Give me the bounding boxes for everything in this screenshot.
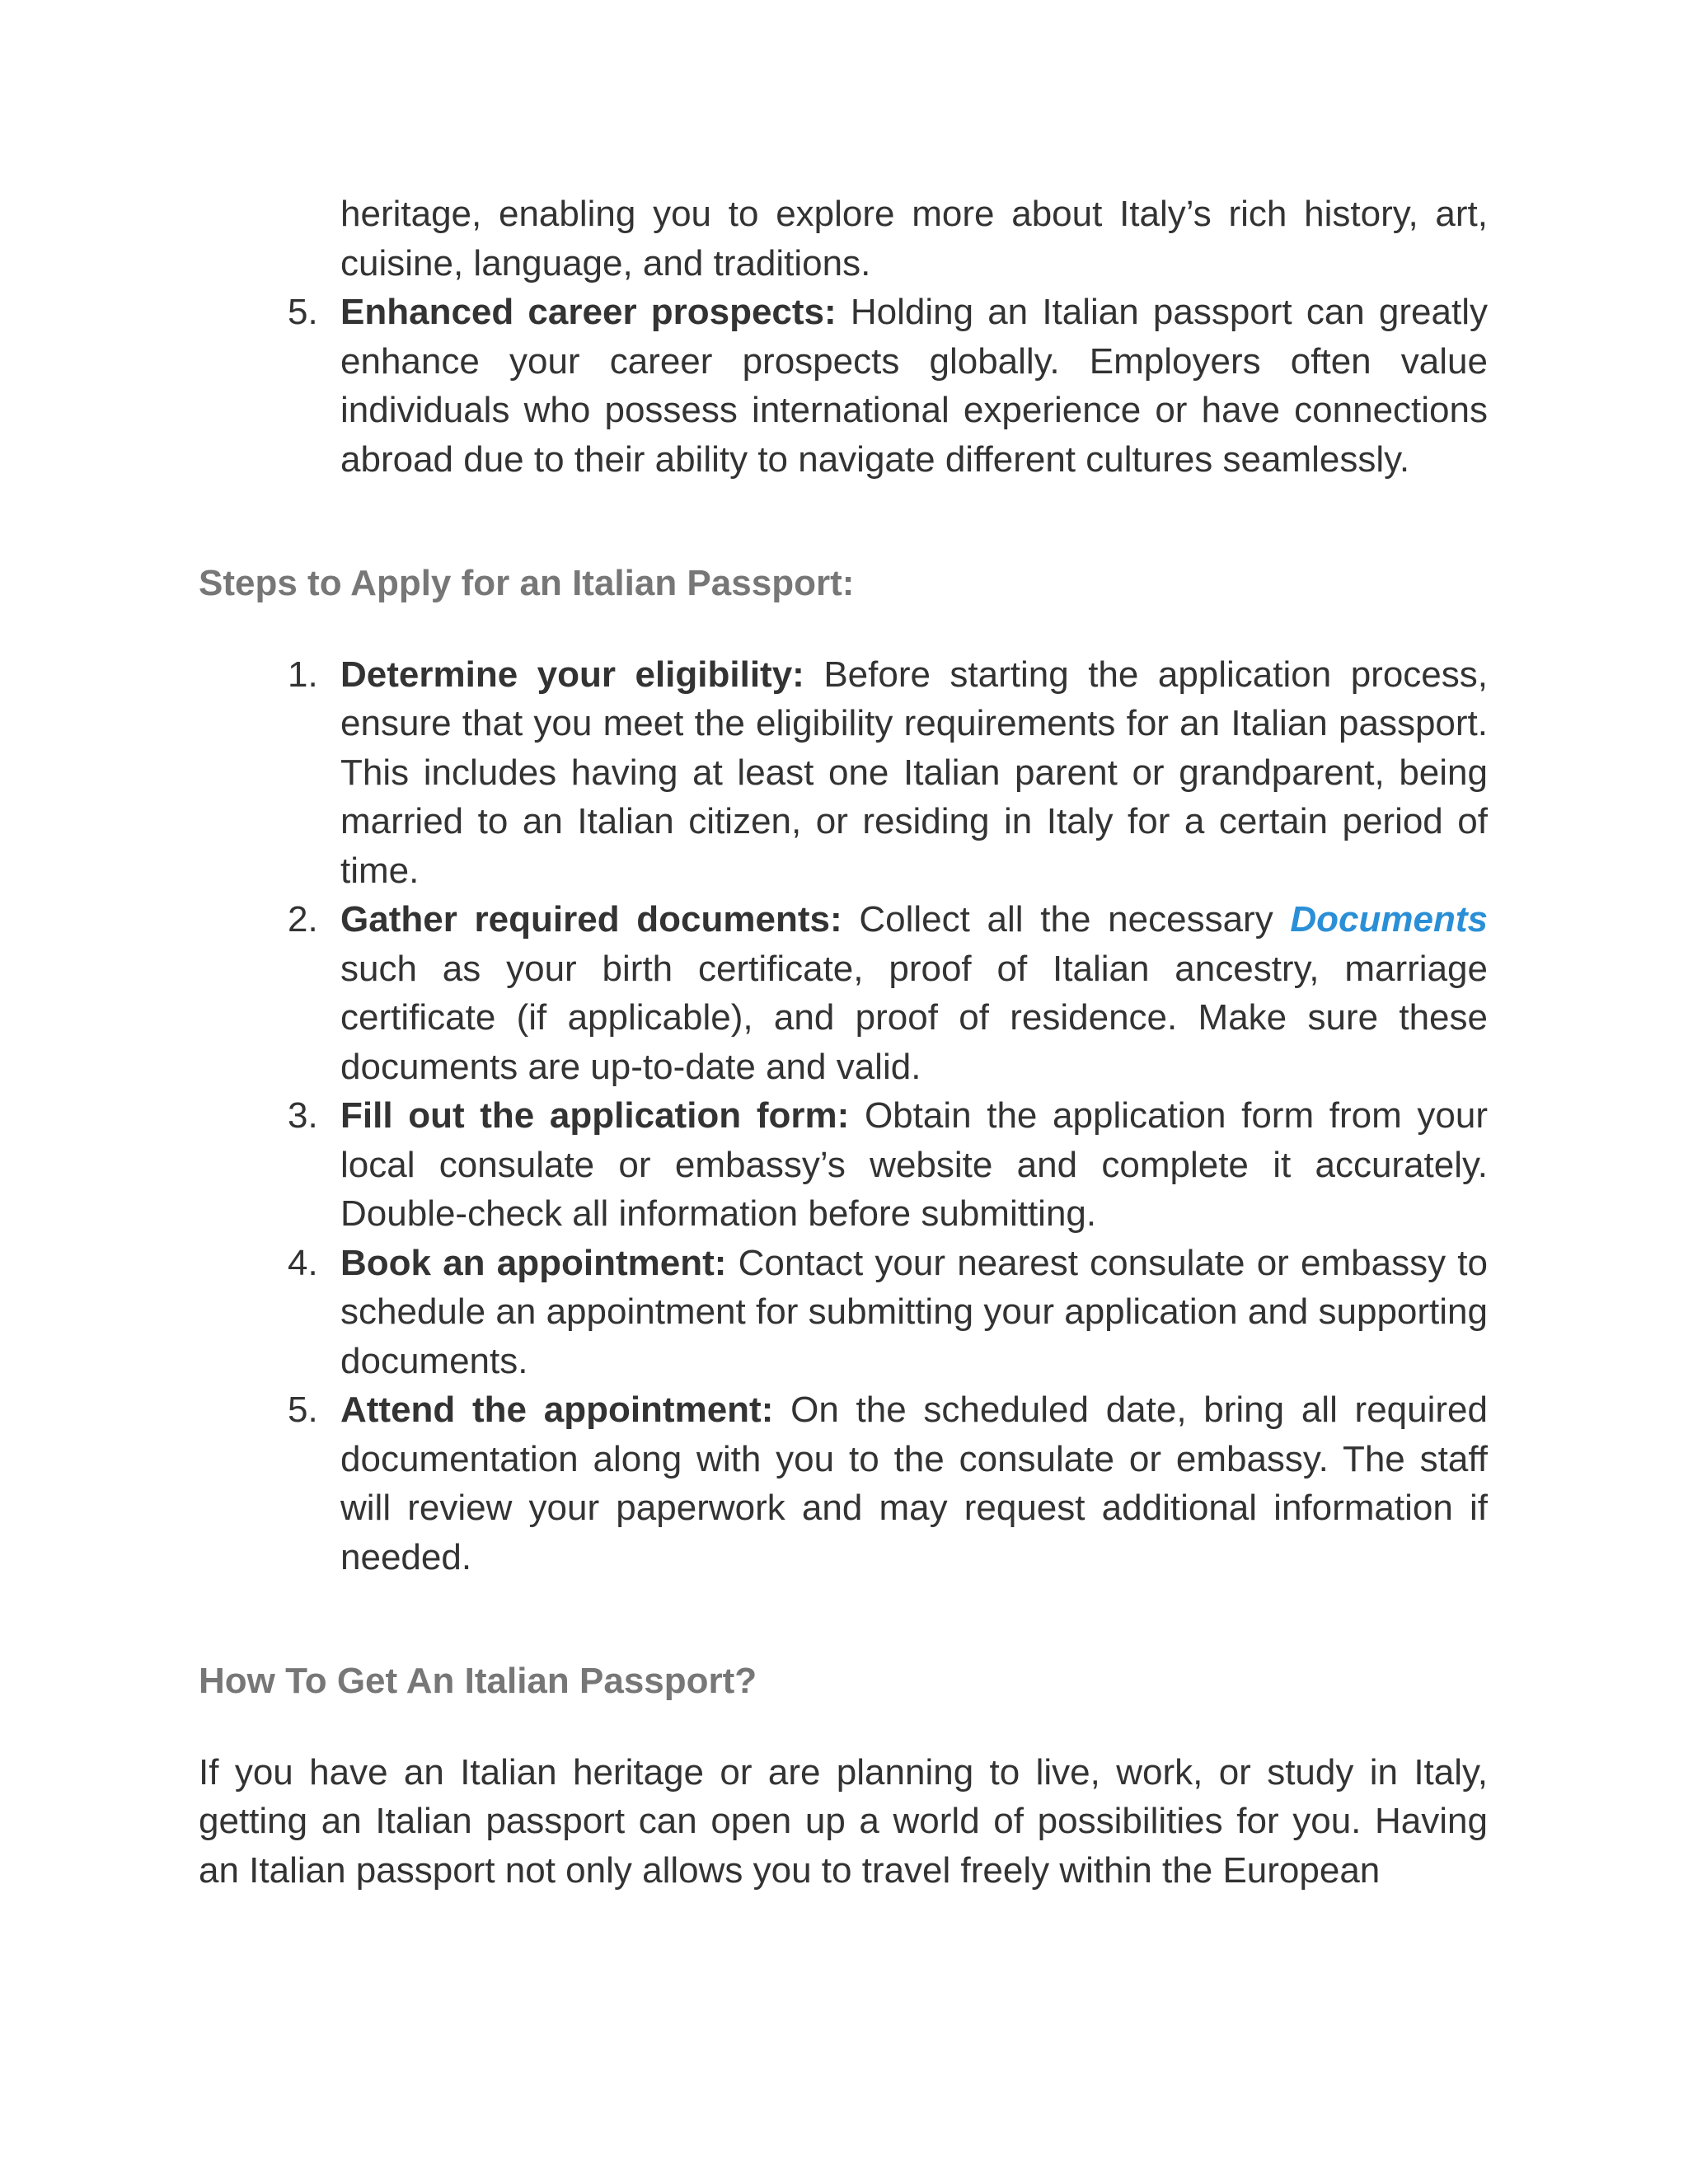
list-item xyxy=(199,895,1488,1091)
list-item xyxy=(199,288,1488,484)
list-number: 5. xyxy=(288,1390,318,1430)
list-item-text: On the scheduled date, bring all required documentation along with you to the consulate or embassy. The staff will review your paperwork and may request additional information if needed. xyxy=(340,1390,1488,1577)
list-item-term: Fill out the application form: xyxy=(340,1095,850,1136)
list-item-text: Before starting the application process, ensure that you meet the eligibility requirements for an Italian passport. This includes having at least one Italian parent or grandparent, being married to an Italian citizen, or residing in Italy for a certain period of time. xyxy=(340,654,1488,891)
list-item-text: Obtain the application form from your local consulate or embassy’s website and complete it accurately. Double-check all information before submitting. xyxy=(340,1095,1489,1234)
list-item xyxy=(199,1385,1488,1582)
list-item-term: Enhanced career prospects: xyxy=(340,292,837,332)
list-item-term: Attend the appointment: xyxy=(340,1390,774,1430)
list-number: 4. xyxy=(288,1242,318,1283)
list-item xyxy=(199,650,1488,896)
list-number: 1. xyxy=(288,654,318,695)
benefits-list-continuation xyxy=(199,190,1488,484)
intro-paragraph: If you have an Italian heritage or are planning to live, work, or study in Italy, getting an Italian passport can open up a world of possibilities for you. Having an Italian passport not only allows you to travel freely within the European xyxy=(199,1751,1488,1891)
page-content xyxy=(199,190,1488,1895)
list-item-text: Contact your nearest consulate or embassy to schedule an appointment for submitting your application and supporting documents. xyxy=(340,1242,1488,1381)
list-item-text: Holding an Italian passport can greatly enhance your career prospects globally. Employers often value individuals who possess international experience or have connections abroad due to their ability to navigate different cultures seamlessly. xyxy=(340,292,1488,480)
list-item-continuation xyxy=(199,190,1488,288)
list-item-text: heritage, enabling you to explore more about Italy’s rich history, art, cuisine, language, and traditions. xyxy=(340,194,1488,284)
list-number: 3. xyxy=(288,1095,318,1136)
list-item-term: Gather required documents: xyxy=(340,899,842,940)
section-heading-how-to: How To Get An Italian Passport? xyxy=(199,1661,757,1701)
list-item-term: Determine your eligibility: xyxy=(340,654,804,695)
list-number: 2. xyxy=(288,899,318,940)
list-item xyxy=(199,1091,1488,1239)
list-item-term: Book an appointment: xyxy=(340,1242,727,1283)
documents-link[interactable]: Documents xyxy=(1290,899,1488,940)
list-item-text: such as your birth certificate, proof of Italian ancestry, marriage certificate (if applicable), and proof of residence. Make sure these documents are up-to-date and valid. xyxy=(340,948,1488,1087)
steps-list xyxy=(199,650,1488,1582)
section-heading-steps: Steps to Apply for an Italian Passport: xyxy=(199,563,855,603)
list-number: 5. xyxy=(288,292,318,332)
list-item-text: Collect all the necessary xyxy=(842,899,1291,940)
list-item xyxy=(199,1239,1488,1386)
